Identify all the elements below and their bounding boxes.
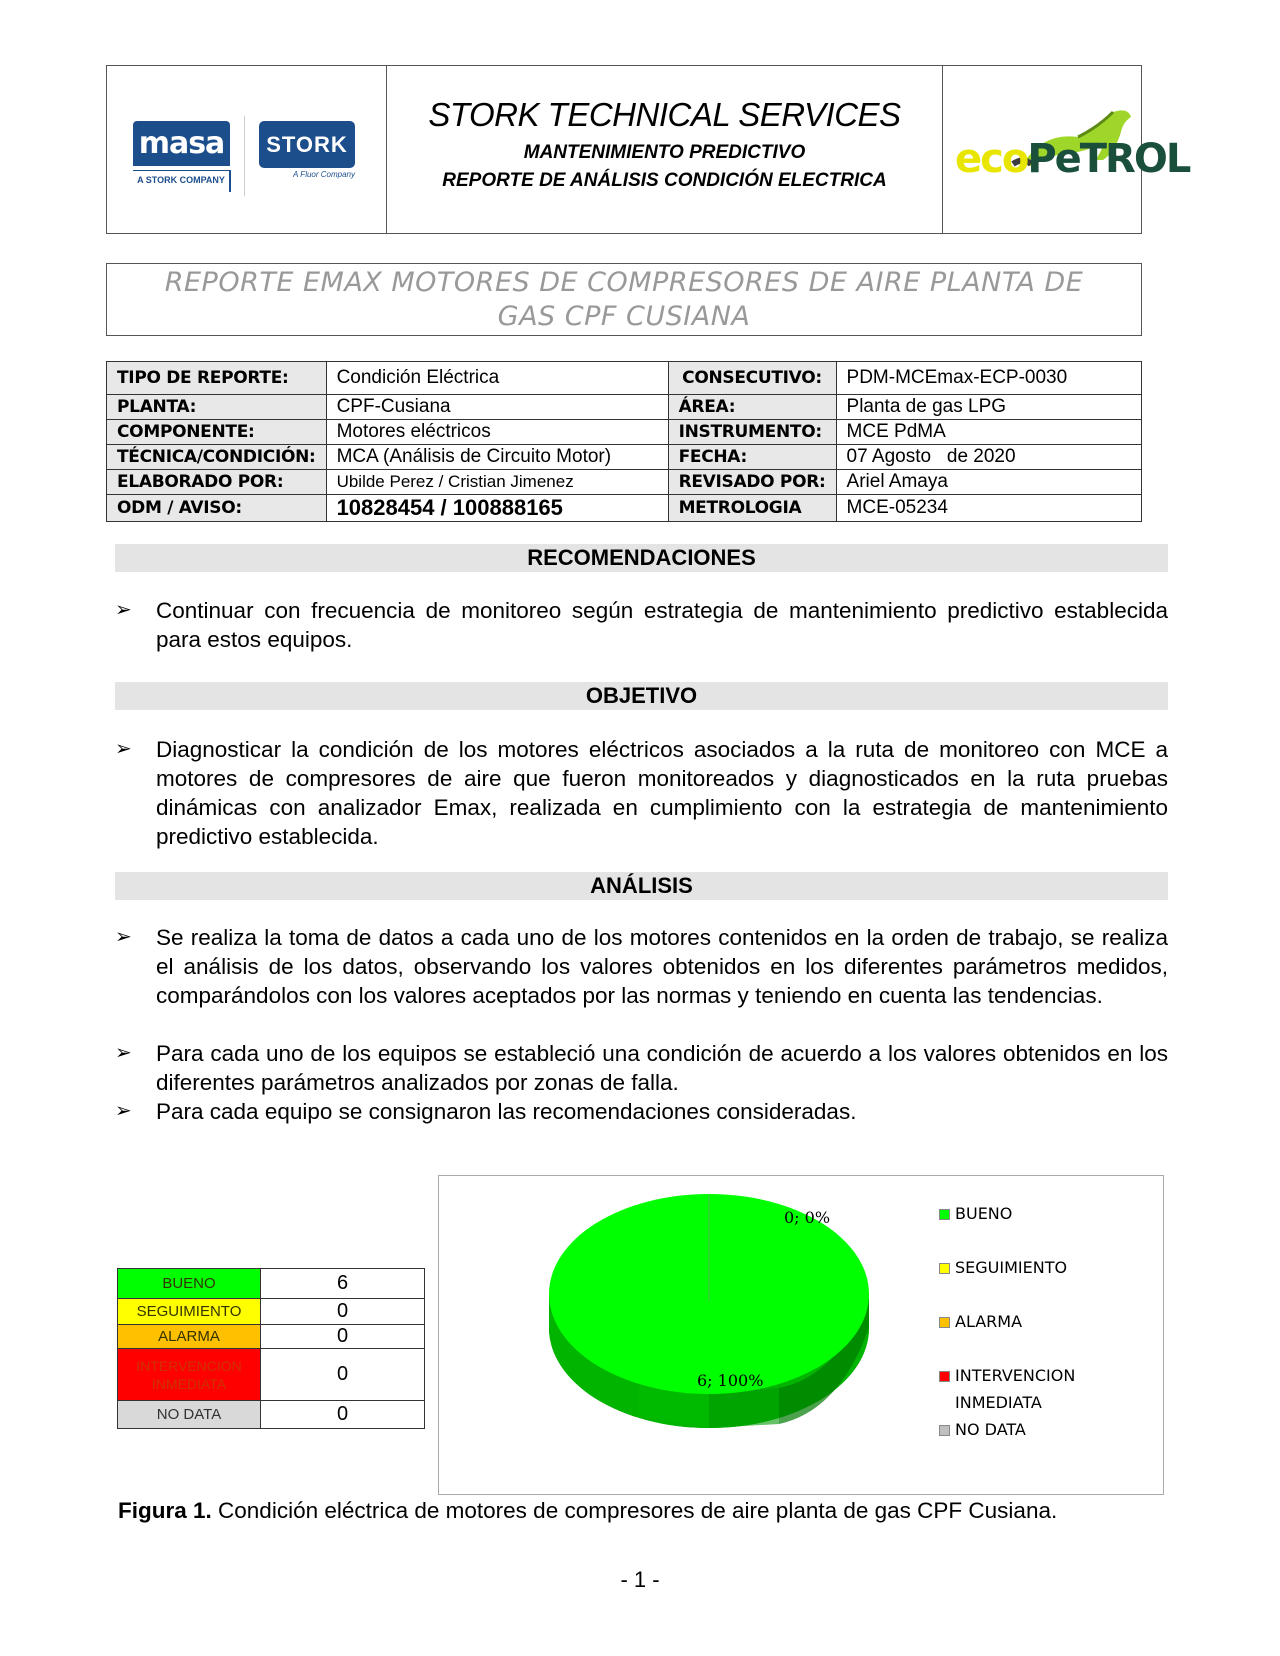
table-row [107, 420, 1142, 445]
legend-item-alarma: ALARMA [939, 1312, 1075, 1366]
list-item: ➢ Para cada uno de los equipos se estableció una condición de acuerdo a los valores obtenidos en los diferentes parámetros analizados por zonas de falla. [115, 1041, 1168, 1095]
chart-legend [939, 1204, 1075, 1474]
status-summary-table [117, 1268, 425, 1429]
status-alarma-label: ALARMA [118, 1325, 261, 1349]
table-row [118, 1401, 425, 1429]
pie-label-bueno: 6; 100% [697, 1371, 764, 1390]
report-info-table [106, 361, 1142, 522]
header-subtitle-2: REPORTE DE ANÁLISIS CONDICIÓN ELECTRICA [442, 170, 887, 191]
label-revisado: REVISADO POR: [668, 470, 836, 495]
value-fecha: 07 Agosto de 2020 [836, 445, 1141, 470]
status-nodata-value: 0 [261, 1401, 425, 1429]
legend-item-intervencion-line2: INMEDIATA [955, 1393, 1042, 1412]
arrow-bullet-icon: ➢ [115, 926, 132, 948]
section-recomendaciones-header: RECOMENDACIONES [115, 544, 1168, 572]
table-row [107, 470, 1142, 495]
status-nodata-label: NO DATA [118, 1401, 261, 1429]
legend-item-seguimiento: SEGUIMIENTO [939, 1258, 1075, 1312]
value-area: Planta de gas LPG [836, 395, 1141, 420]
report-title-line-2: GAS CPF CUSIANA [497, 301, 751, 332]
company-title: STORK TECHNICAL SERVICES [428, 96, 901, 133]
label-consecutivo: CONSECUTIVO: [668, 362, 836, 395]
report-title-line-1: REPORTE EMAX MOTORES DE COMPRESORES DE AIRE PLANTA DE [164, 267, 1084, 298]
legend-swatch-orange-icon [939, 1317, 950, 1328]
pie-label-zero: 0; 0% [784, 1208, 831, 1227]
masa-logo-subtitle: A STORK COMPANY [133, 170, 231, 192]
legend-swatch-green-icon [939, 1209, 950, 1220]
label-instrumento: INSTRUMENTO: [668, 420, 836, 445]
list-item: ➢ Para cada equipo se consignaron las recomendaciones consideradas. [115, 1099, 857, 1124]
figure-caption: Figura 1. Condición eléctrica de motores de compresores de aire planta de gas CPF Cusiana. [118, 1498, 1058, 1523]
table-row [107, 395, 1142, 420]
legend-swatch-red-icon [939, 1371, 950, 1382]
label-tecnica: TÉCNICA/CONDICIÓN: [107, 445, 327, 470]
legend-item-nodata: NO DATA [939, 1420, 1075, 1474]
label-odm: ODM / AVISO: [107, 495, 327, 522]
table-row [118, 1269, 425, 1299]
label-elaborado: ELABORADO POR: [107, 470, 327, 495]
legend-swatch-gray-icon [939, 1425, 950, 1436]
header-subtitle-1: MANTENIMIENTO PREDICTIVO [523, 142, 806, 163]
status-bueno-value: 6 [261, 1269, 425, 1299]
table-row [107, 495, 1142, 522]
arrow-bullet-icon: ➢ [115, 599, 132, 621]
status-seguimiento-label: SEGUIMIENTO [118, 1299, 261, 1325]
list-item: ➢ Continuar con frecuencia de monitoreo según estrategia de mantenimiento predictivo establecida para estos equipos. [115, 598, 1168, 652]
label-fecha: FECHA: [668, 445, 836, 470]
status-intervencion-label: INTERVENCION INMEDIATA [118, 1349, 261, 1401]
stork-logo: STORK [259, 121, 355, 168]
value-componente: Motores eléctricos [326, 420, 668, 445]
value-metrologia: MCE-05234 [836, 495, 1141, 522]
arrow-bullet-icon: ➢ [115, 738, 132, 760]
section-objetivo-header: OBJETIVO [115, 682, 1168, 710]
table-row [118, 1299, 425, 1325]
status-intervencion-value: 0 [261, 1349, 425, 1401]
legend-swatch-yellow-icon [939, 1263, 950, 1274]
legend-item-intervencion: INTERVENCION [939, 1366, 1075, 1393]
arrow-bullet-icon: ➢ [115, 1100, 132, 1122]
table-row [118, 1325, 425, 1349]
table-row [107, 362, 1142, 395]
status-seguimiento-value: 0 [261, 1299, 425, 1325]
masa-logo: masa [133, 121, 230, 166]
value-odm: 10828454 / 100888165 [326, 495, 668, 522]
label-componente: COMPONENTE: [107, 420, 327, 445]
ecopetrol-logo [943, 66, 1190, 233]
section-analisis-header: ANÁLISIS [115, 872, 1168, 900]
value-tecnica: MCA (Análisis de Circuito Motor) [326, 445, 668, 470]
report-title [106, 263, 1142, 336]
value-elaborado: Ubilde Perez / Cristian Jimenez [326, 470, 668, 495]
list-item: ➢ Se realiza la toma de datos a cada uno de los motores contenidos en la orden de trabajo, se realiza el análisis de los datos, observando los valores obtenidos en los diferentes parámetros medidos, comparándolos con los valores aceptados por las normas y teniendo en cuenta las tendencias. [115, 925, 1168, 1008]
condition-pie-chart [438, 1175, 1164, 1495]
masa-stork-logo [107, 66, 387, 233]
value-consecutivo: PDM-MCEmax-ECP-0030 [836, 362, 1141, 395]
document-header [106, 65, 1190, 234]
table-row [107, 445, 1142, 470]
label-tipo-reporte: TIPO DE REPORTE: [107, 362, 327, 395]
label-metrologia: METROLOGIA [668, 495, 836, 522]
status-bueno-label: BUENO [118, 1269, 261, 1299]
stork-logo-subtitle: A Fluor Company [293, 170, 355, 179]
table-row [118, 1349, 425, 1401]
value-revisado: Ariel Amaya [836, 470, 1141, 495]
value-instrumento: MCE PdMA [836, 420, 1141, 445]
legend-item-bueno: BUENO [939, 1204, 1075, 1258]
label-planta: PLANTA: [107, 395, 327, 420]
value-planta: CPF-Cusiana [326, 395, 668, 420]
value-tipo-reporte: Condición Eléctrica [326, 362, 668, 395]
page-number: - 1 - [620, 1567, 660, 1592]
label-area: ÁREA: [668, 395, 836, 420]
ecopetrol-wordmark: ecoPeTROL [955, 136, 1190, 182]
header-title-block [387, 66, 943, 233]
list-item: ➢ Diagnosticar la condición de los motores eléctricos asociados a la ruta de monitoreo con MCE a motores de compresores de aire que fueron monitoreados y diagnosticados en la ruta pruebas dinámicas con analizador Emax, realizada en cumplimiento con la estrategia de mantenimiento predictivo establecida. [115, 737, 1168, 849]
arrow-bullet-icon: ➢ [115, 1042, 132, 1064]
logo-divider [244, 116, 245, 196]
status-alarma-value: 0 [261, 1325, 425, 1349]
